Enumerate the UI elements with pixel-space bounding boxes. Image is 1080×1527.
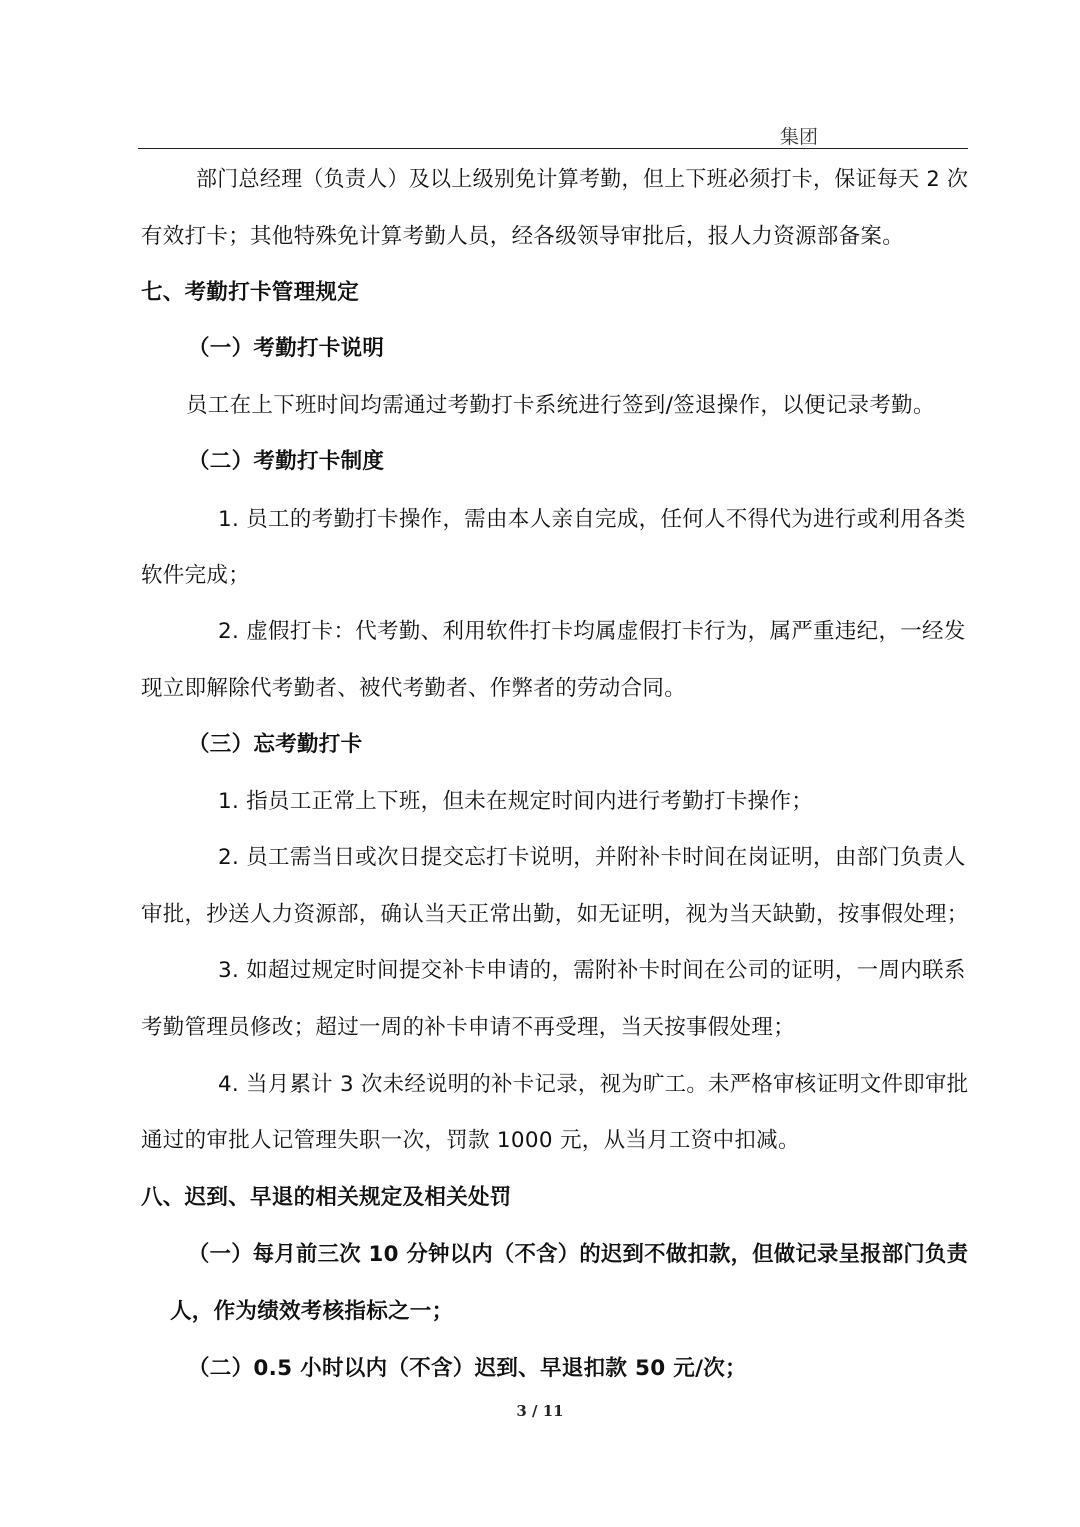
list-item: 4. 当月累计 3 次未经说明的补卡记录，视为旷工。未严格审核证明文件即审批	[218, 1072, 969, 1097]
paragraph-line: 软件完成；	[141, 563, 251, 588]
subsection-heading: （一）每月前三次 10 分钟以内（不含）的迟到不做扣款，但做记录呈报部门负责	[188, 1242, 969, 1267]
subsection-heading: （二）0.5 小时以内（不含）迟到、早退扣款 50 元/次；	[188, 1356, 747, 1381]
paragraph-line: 有效打卡；其他特殊免计算考勤人员，经各级领导审批后，报人力资源部备案。	[141, 224, 905, 249]
list-item: 1. 指员工正常上下班，但未在规定时间内进行考勤打卡操作；	[218, 789, 814, 814]
header-divider	[138, 148, 968, 149]
subsection-heading-continued: 人，作为绩效考核指标之一；	[170, 1299, 454, 1324]
paragraph-line: 部门总经理（负责人）及以上级别免计算考勤，但上下班必须打卡，保证每天 2 次	[196, 167, 969, 192]
list-item: 2. 员工需当日或次日提交忘打卡说明，并附补卡时间在岗证明，由部门负责人	[218, 845, 966, 870]
paragraph-line: 审批，抄送人力资源部，确认当天正常出勤，如无证明，视为当天缺勤，按事假处理；	[141, 902, 969, 927]
list-item: 1. 员工的考勤打卡操作，需由本人亲自完成，任何人不得代为进行或利用各类	[218, 507, 966, 532]
list-item: 3. 如超过规定时间提交补卡申请的，需附补卡时间在公司的证明，一周内联系	[218, 958, 966, 983]
subsection-heading: （一）考勤打卡说明	[188, 336, 385, 361]
section-heading: 八、迟到、早退的相关规定及相关处罚	[141, 1185, 512, 1210]
paragraph-line: 员工在上下班时间均需通过考勤打卡系统进行签到/签退操作，以便记录考勤。	[186, 393, 935, 418]
header-company-name: 集团	[780, 126, 819, 148]
section-heading: 七、考勤打卡管理规定	[141, 280, 360, 305]
paragraph-line: 考勤管理员修改；超过一周的补卡申请不再受理，当天按事假处理；	[141, 1015, 796, 1040]
paragraph-line: 通过的审批人记管理失职一次，罚款 1000 元，从当月工资中扣减。	[141, 1128, 800, 1153]
paragraph-line: 现立即解除代考勤者、被代考勤者、作弊者的劳动合同。	[141, 676, 687, 701]
page-number: 3 / 11	[516, 1402, 564, 1420]
list-item: 2. 虚假打卡：代考勤、利用软件打卡均属虚假打卡行为，属严重违纪，一经发	[218, 619, 966, 644]
subsection-heading: （三）忘考勤打卡	[188, 732, 363, 757]
subsection-heading: （二）考勤打卡制度	[188, 449, 385, 474]
